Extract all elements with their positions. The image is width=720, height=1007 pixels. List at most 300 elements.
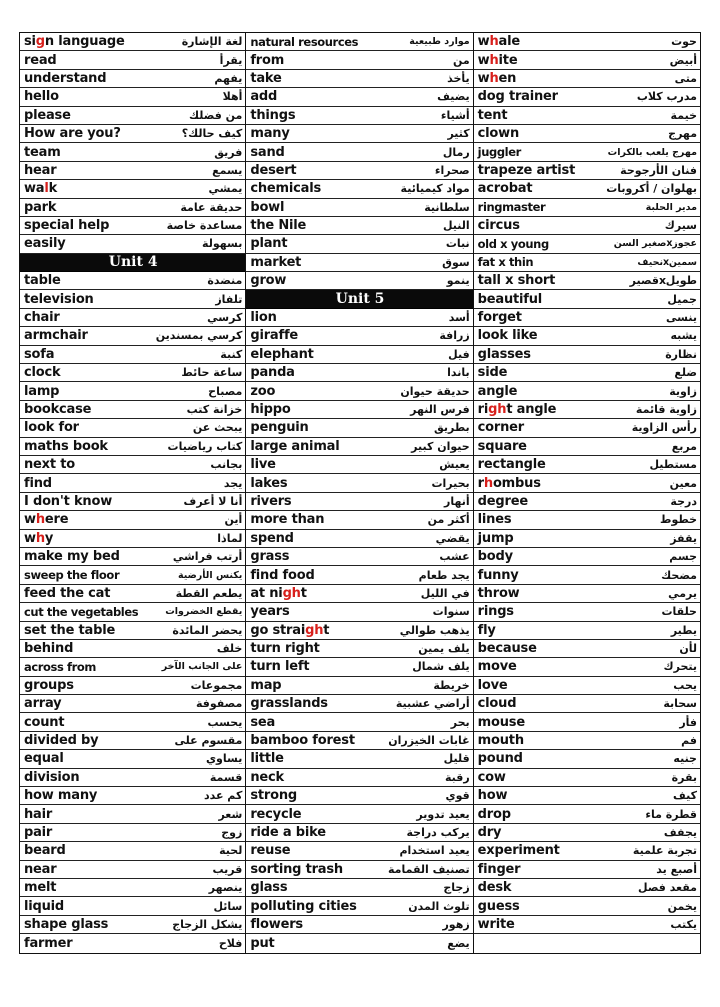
- english-word: love: [477, 677, 508, 693]
- vocab-row: [474, 695, 700, 713]
- vocab-row: [246, 493, 472, 511]
- english-word: array: [24, 696, 62, 712]
- vocab-row: [474, 401, 700, 419]
- arabic-meaning: خزانة كتب: [186, 403, 243, 416]
- arabic-meaning: يقرأ: [219, 53, 243, 67]
- arabic-meaning: ساعة حائط: [181, 366, 243, 380]
- english-word: pound: [477, 751, 523, 767]
- english-word: make my bed: [24, 549, 120, 565]
- vocab-row: [474, 916, 700, 934]
- vocab-row: [474, 107, 700, 125]
- english-word: flowers: [250, 916, 303, 932]
- english-word: polluting cities: [250, 898, 357, 914]
- english-word: glass: [250, 880, 288, 896]
- highlighted-letters: h: [483, 475, 493, 491]
- english-word: find food: [250, 567, 315, 583]
- vocab-row: [474, 309, 700, 327]
- english-word: giraffe: [250, 328, 299, 344]
- vocab-row: [20, 622, 245, 640]
- vocab-row: [20, 33, 245, 51]
- english-word: neck: [250, 769, 284, 785]
- vocab-row: [20, 585, 245, 603]
- arabic-meaning: بسهولة: [202, 237, 243, 251]
- arabic-meaning: يسمع: [212, 163, 243, 177]
- arabic-meaning: موارد طبيعية: [409, 36, 470, 48]
- vocab-row: [474, 842, 700, 860]
- vocab-row: [246, 916, 472, 934]
- vocab-row: [246, 180, 472, 198]
- vocab-row: [474, 438, 700, 456]
- unit-heading: Unit 4: [20, 254, 245, 272]
- arabic-meaning: سمينxنحيف: [637, 256, 697, 268]
- vocab-row: [246, 438, 472, 456]
- arabic-meaning: طويلxقصير: [629, 274, 697, 288]
- arabic-meaning: فيل: [448, 347, 470, 361]
- english-word: [478, 34, 520, 49]
- vocab-row: [246, 695, 472, 713]
- vocab-row: [20, 842, 245, 860]
- vocab-row: [246, 897, 472, 915]
- english-word: lakes: [250, 475, 288, 491]
- arabic-meaning: ضلع: [674, 366, 697, 380]
- word-part: k: [48, 181, 58, 197]
- arabic-meaning: حوت: [671, 35, 697, 49]
- arabic-meaning: مستطيل: [649, 458, 697, 472]
- vocab-row: [474, 180, 700, 198]
- vocab-row: [20, 695, 245, 713]
- english-word: [478, 476, 541, 491]
- arabic-meaning: حيوان كبير: [411, 439, 470, 453]
- vocab-row: [246, 88, 472, 106]
- english-word: table: [24, 273, 61, 289]
- vocab-row: [246, 566, 472, 584]
- arabic-meaning: رقبة: [444, 770, 470, 784]
- vocab-row: [246, 603, 472, 621]
- arabic-meaning: بقرة: [671, 770, 697, 784]
- vocab-row: [474, 419, 700, 437]
- vocab-row: [474, 199, 700, 217]
- vocab-row: [474, 713, 700, 731]
- vocab-row: [246, 364, 472, 382]
- arabic-meaning: مهرج يلعب بالكرات: [607, 146, 697, 158]
- arabic-meaning: يخمن: [667, 899, 697, 913]
- english-word: juggler: [477, 145, 521, 160]
- vocab-row: [20, 916, 245, 934]
- vocab-row: [474, 217, 700, 235]
- english-word: trapeze artist: [477, 162, 576, 178]
- english-word: put: [250, 935, 275, 951]
- english-word: mouth: [477, 733, 524, 749]
- english-word: sea: [250, 714, 276, 730]
- english-word: many: [250, 126, 290, 142]
- highlighted-letters: h: [489, 34, 499, 50]
- vocab-row: [246, 769, 472, 787]
- english-word: find: [24, 475, 52, 491]
- arabic-meaning: ينصهر: [208, 881, 243, 895]
- arabic-meaning: غابات الخيزران: [388, 734, 470, 748]
- arabic-meaning: يقضي: [435, 531, 470, 545]
- english-word: [478, 402, 557, 417]
- vocab-row: [246, 51, 472, 69]
- vocab-row: [474, 346, 700, 364]
- column-1: [20, 33, 245, 953]
- vocab-row: [246, 640, 472, 658]
- english-word: chemicals: [250, 181, 321, 197]
- arabic-meaning: أراضي عشبية: [395, 697, 470, 711]
- vocab-row: [474, 327, 700, 345]
- english-word: I don't know: [24, 493, 113, 509]
- arabic-meaning: خريطة: [433, 678, 470, 692]
- vocab-row: [20, 897, 245, 915]
- english-word: sand: [250, 144, 285, 160]
- english-word: penguin: [250, 420, 309, 436]
- english-word: drop: [477, 806, 511, 822]
- english-word: behind: [24, 641, 74, 657]
- arabic-meaning: بطريق: [433, 421, 470, 435]
- unit-heading: Unit 5: [246, 290, 472, 308]
- arabic-meaning: خلف: [216, 642, 243, 656]
- vocab-row: [474, 235, 700, 253]
- arabic-meaning: حلقات: [661, 605, 697, 619]
- english-word: zoo: [250, 383, 276, 399]
- english-word: please: [24, 107, 71, 123]
- english-word: count: [24, 714, 65, 730]
- vocab-row: [474, 769, 700, 787]
- vocab-row: [246, 677, 472, 695]
- arabic-meaning: كيف: [673, 789, 697, 803]
- arabic-meaning: سيرك: [664, 219, 697, 233]
- vocab-row: [246, 805, 472, 823]
- vocab-row: [20, 750, 245, 768]
- vocab-row: [474, 364, 700, 382]
- arabic-meaning: يعيد تدوير: [416, 807, 470, 821]
- arabic-meaning: سوق: [442, 255, 470, 269]
- vocab-row: [20, 382, 245, 400]
- vocab-row: [20, 309, 245, 327]
- english-word: things: [250, 107, 296, 123]
- arabic-meaning: مصباح: [208, 384, 243, 398]
- arabic-meaning: أهلا: [222, 90, 243, 104]
- vocab-row: [246, 162, 472, 180]
- english-word: rectangle: [477, 457, 546, 473]
- vocab-row: [246, 346, 472, 364]
- word-part: w: [477, 34, 490, 50]
- arabic-meaning: درجة: [670, 494, 697, 508]
- vocab-row: [20, 658, 245, 676]
- english-word: ringmaster: [477, 200, 546, 215]
- vocab-row: [20, 346, 245, 364]
- english-word: cow: [477, 769, 506, 785]
- english-word: special help: [24, 218, 110, 234]
- arabic-meaning: يحضر المائدة: [172, 623, 243, 637]
- arabic-meaning: حديقة عامة: [180, 200, 243, 214]
- arabic-meaning: يفهم: [214, 71, 243, 85]
- arabic-meaning: بحيرات: [431, 476, 470, 490]
- vocab-row: [246, 235, 472, 253]
- english-word: melt: [24, 880, 57, 896]
- vocab-row: [474, 879, 700, 897]
- english-word: more than: [250, 512, 325, 528]
- arabic-meaning: يحسب: [207, 715, 243, 729]
- arabic-meaning: فم: [681, 734, 697, 748]
- vocab-row: [246, 658, 472, 676]
- arabic-meaning: متى: [674, 71, 697, 85]
- arabic-meaning: بجانب: [210, 458, 243, 472]
- english-word: [250, 623, 329, 638]
- vocab-row: [246, 327, 472, 345]
- column-2: [245, 33, 472, 953]
- word-part: at ni: [250, 585, 283, 601]
- arabic-meaning: مساعدة خاصة: [166, 219, 243, 233]
- english-word: bookcase: [24, 402, 92, 417]
- vocab-row: [20, 217, 245, 235]
- arabic-meaning: يجفف: [663, 825, 697, 839]
- arabic-meaning: تلوث المدن: [408, 899, 470, 913]
- english-word: years: [250, 604, 290, 620]
- arabic-meaning: كتاب رياضيات: [167, 439, 243, 453]
- arabic-meaning: عشب: [439, 550, 470, 564]
- english-word: lamp: [24, 383, 60, 399]
- arabic-meaning: بحر: [450, 715, 470, 729]
- english-word: elephant: [250, 346, 314, 362]
- arabic-meaning: زجاج: [443, 881, 470, 895]
- english-word: acrobat: [477, 181, 533, 197]
- arabic-meaning: كنبة: [220, 347, 243, 361]
- english-word: How are you?: [24, 126, 121, 142]
- arabic-meaning: مدير الحلبة: [645, 201, 697, 213]
- english-word: set the table: [24, 622, 116, 638]
- arabic-meaning: مهرج: [668, 127, 697, 141]
- english-word: finger: [477, 861, 521, 877]
- english-word: angle: [477, 383, 518, 399]
- arabic-meaning: قليل: [443, 752, 470, 766]
- arabic-meaning: جنيه: [673, 752, 697, 766]
- word-part: si: [24, 34, 36, 50]
- vocab-row: [474, 824, 700, 842]
- arabic-meaning: صحراء: [434, 163, 470, 177]
- vocab-row: [246, 934, 472, 952]
- word-part: wa: [24, 181, 45, 197]
- english-word: next to: [24, 457, 75, 473]
- english-word: farmer: [24, 935, 73, 951]
- vocab-row: [20, 290, 245, 308]
- word-part: en: [498, 70, 517, 86]
- english-word: degree: [477, 493, 528, 509]
- word-part: w: [477, 52, 490, 68]
- english-word: sweep the floor: [24, 568, 120, 583]
- arabic-meaning: من: [452, 53, 470, 67]
- arabic-meaning: من فضلك: [189, 108, 243, 122]
- english-word: circus: [477, 218, 520, 234]
- english-word: rings: [477, 604, 514, 620]
- vocab-row: [474, 456, 700, 474]
- highlighted-letters: h: [35, 512, 45, 528]
- arabic-meaning: كرسي بمسندين: [155, 329, 243, 343]
- vocab-row: [20, 364, 245, 382]
- english-word: across from: [24, 659, 97, 674]
- vocab-row: [20, 640, 245, 658]
- english-word: bamboo forest: [250, 733, 355, 749]
- arabic-meaning: أسد: [448, 311, 470, 325]
- vocab-row: [246, 530, 472, 548]
- english-word: ride a bike: [250, 824, 326, 840]
- english-word: panda: [250, 365, 295, 381]
- vocab-row: [20, 861, 245, 879]
- highlighted-letters: g: [35, 34, 45, 50]
- english-word: guess: [477, 898, 520, 914]
- vocab-row: [20, 162, 245, 180]
- vocab-row: [20, 603, 245, 621]
- word-part: w: [477, 70, 490, 86]
- english-word: understand: [24, 70, 107, 86]
- arabic-meaning: لحية: [219, 844, 243, 858]
- vocab-row: [246, 861, 472, 879]
- vocab-row: [474, 51, 700, 69]
- vocab-row: [474, 658, 700, 676]
- arabic-meaning: يشكل الزجاج: [172, 917, 243, 931]
- english-word: strong: [250, 788, 297, 804]
- arabic-meaning: زاوية قائمة: [635, 403, 697, 416]
- arabic-meaning: أكثر من: [427, 513, 470, 527]
- vocab-row: [474, 787, 700, 805]
- arabic-meaning: زاوية: [669, 384, 697, 398]
- english-word: old x young: [477, 236, 549, 251]
- vocab-row: [246, 33, 472, 51]
- english-word: fat x thin: [477, 255, 534, 270]
- vocab-row: [246, 713, 472, 731]
- vocab-row: [20, 180, 245, 198]
- vocab-row: [474, 143, 700, 161]
- english-word: beard: [24, 843, 66, 859]
- english-word: forget: [477, 310, 522, 326]
- arabic-meaning: أصبع يد: [656, 862, 697, 876]
- vocab-row: [246, 511, 472, 529]
- vocab-row: [474, 382, 700, 400]
- english-word: [24, 512, 68, 527]
- highlighted-letters: l: [44, 181, 49, 197]
- vocab-row: [246, 879, 472, 897]
- arabic-meaning: سنوات: [432, 605, 470, 619]
- english-word: add: [250, 89, 278, 105]
- arabic-meaning: يمشي: [208, 182, 243, 196]
- highlighted-letters: gh: [488, 402, 507, 417]
- english-word: [478, 53, 518, 68]
- english-word: hello: [24, 89, 59, 105]
- vocab-row: [20, 769, 245, 787]
- english-word: divided by: [24, 733, 99, 749]
- english-word: look like: [477, 328, 538, 344]
- vocab-row: [246, 199, 472, 217]
- vocab-row: [20, 88, 245, 106]
- vocab-row: [474, 162, 700, 180]
- arabic-meaning: باندا: [447, 366, 470, 380]
- arabic-meaning: يقفز: [670, 531, 697, 545]
- english-word: square: [477, 438, 527, 454]
- english-word: maths book: [24, 438, 108, 454]
- english-word: [24, 531, 53, 546]
- arabic-meaning: أرتب فراشي: [172, 550, 243, 564]
- vocab-row: [20, 732, 245, 750]
- vocab-row: [246, 842, 472, 860]
- vocab-row: [20, 566, 245, 584]
- word-part: t: [300, 585, 307, 601]
- english-word: plant: [250, 236, 288, 252]
- arabic-meaning: لأن: [679, 642, 697, 656]
- vocab-row: [246, 456, 472, 474]
- arabic-meaning: أبيض: [669, 53, 697, 67]
- arabic-meaning: أين: [224, 513, 243, 527]
- vocab-row: [474, 603, 700, 621]
- arabic-meaning: مضحك: [661, 568, 697, 582]
- vocab-row: [246, 732, 472, 750]
- vocab-row: [246, 787, 472, 805]
- english-word: reuse: [250, 843, 291, 859]
- english-word: shape glass: [24, 916, 109, 932]
- english-word: how: [477, 788, 508, 804]
- english-word: grow: [250, 273, 287, 289]
- vocab-row: [20, 51, 245, 69]
- vocab-row: [20, 805, 245, 823]
- vocab-row: [474, 934, 700, 952]
- english-word: [478, 71, 517, 86]
- arabic-meaning: ينسى: [666, 311, 697, 325]
- english-word: television: [24, 291, 94, 307]
- english-word: move: [477, 659, 517, 675]
- vocab-row: [20, 419, 245, 437]
- arabic-meaning: فلاح: [218, 936, 243, 950]
- arabic-meaning: أنهار: [444, 494, 470, 508]
- english-word: desk: [477, 880, 512, 896]
- arabic-meaning: قطرة ماء: [645, 807, 697, 821]
- word-part: ere: [44, 512, 69, 528]
- vocab-row: [474, 897, 700, 915]
- english-word: recycle: [250, 806, 302, 822]
- vocab-row: [246, 125, 472, 143]
- arabic-meaning: سلطانية: [424, 200, 470, 214]
- arabic-meaning: كرسي: [207, 311, 243, 325]
- vocab-row: [20, 934, 245, 952]
- vocab-row: [20, 511, 245, 529]
- vocab-row: [20, 474, 245, 492]
- vocab-row: [474, 125, 700, 143]
- vocab-row: [20, 677, 245, 695]
- arabic-meaning: يلف شمال: [412, 660, 470, 674]
- english-word: grass: [250, 549, 290, 565]
- english-word: natural resources: [250, 34, 359, 49]
- english-word: take: [250, 70, 282, 86]
- english-word: large animal: [250, 438, 340, 454]
- arabic-meaning: رمال: [442, 145, 470, 159]
- word-part: ri: [477, 402, 489, 417]
- vocab-row: [474, 254, 700, 272]
- arabic-meaning: مدرب كلاب: [636, 90, 697, 104]
- vocab-row: [20, 107, 245, 125]
- english-word: funny: [477, 567, 519, 583]
- english-word: grasslands: [250, 696, 328, 712]
- vocab-row: [474, 640, 700, 658]
- arabic-meaning: يتحرك: [663, 660, 697, 674]
- english-word: cloud: [477, 696, 517, 712]
- word-part: r: [477, 475, 484, 491]
- english-word: equal: [24, 751, 64, 767]
- vocab-row: [20, 456, 245, 474]
- english-word: write: [477, 916, 515, 932]
- arabic-meaning: يضع: [447, 936, 470, 950]
- english-word: fly: [477, 622, 496, 638]
- arabic-meaning: زهور: [442, 917, 470, 931]
- arabic-meaning: لغة الإشارة: [181, 35, 243, 49]
- arabic-meaning: زرافة: [439, 329, 470, 343]
